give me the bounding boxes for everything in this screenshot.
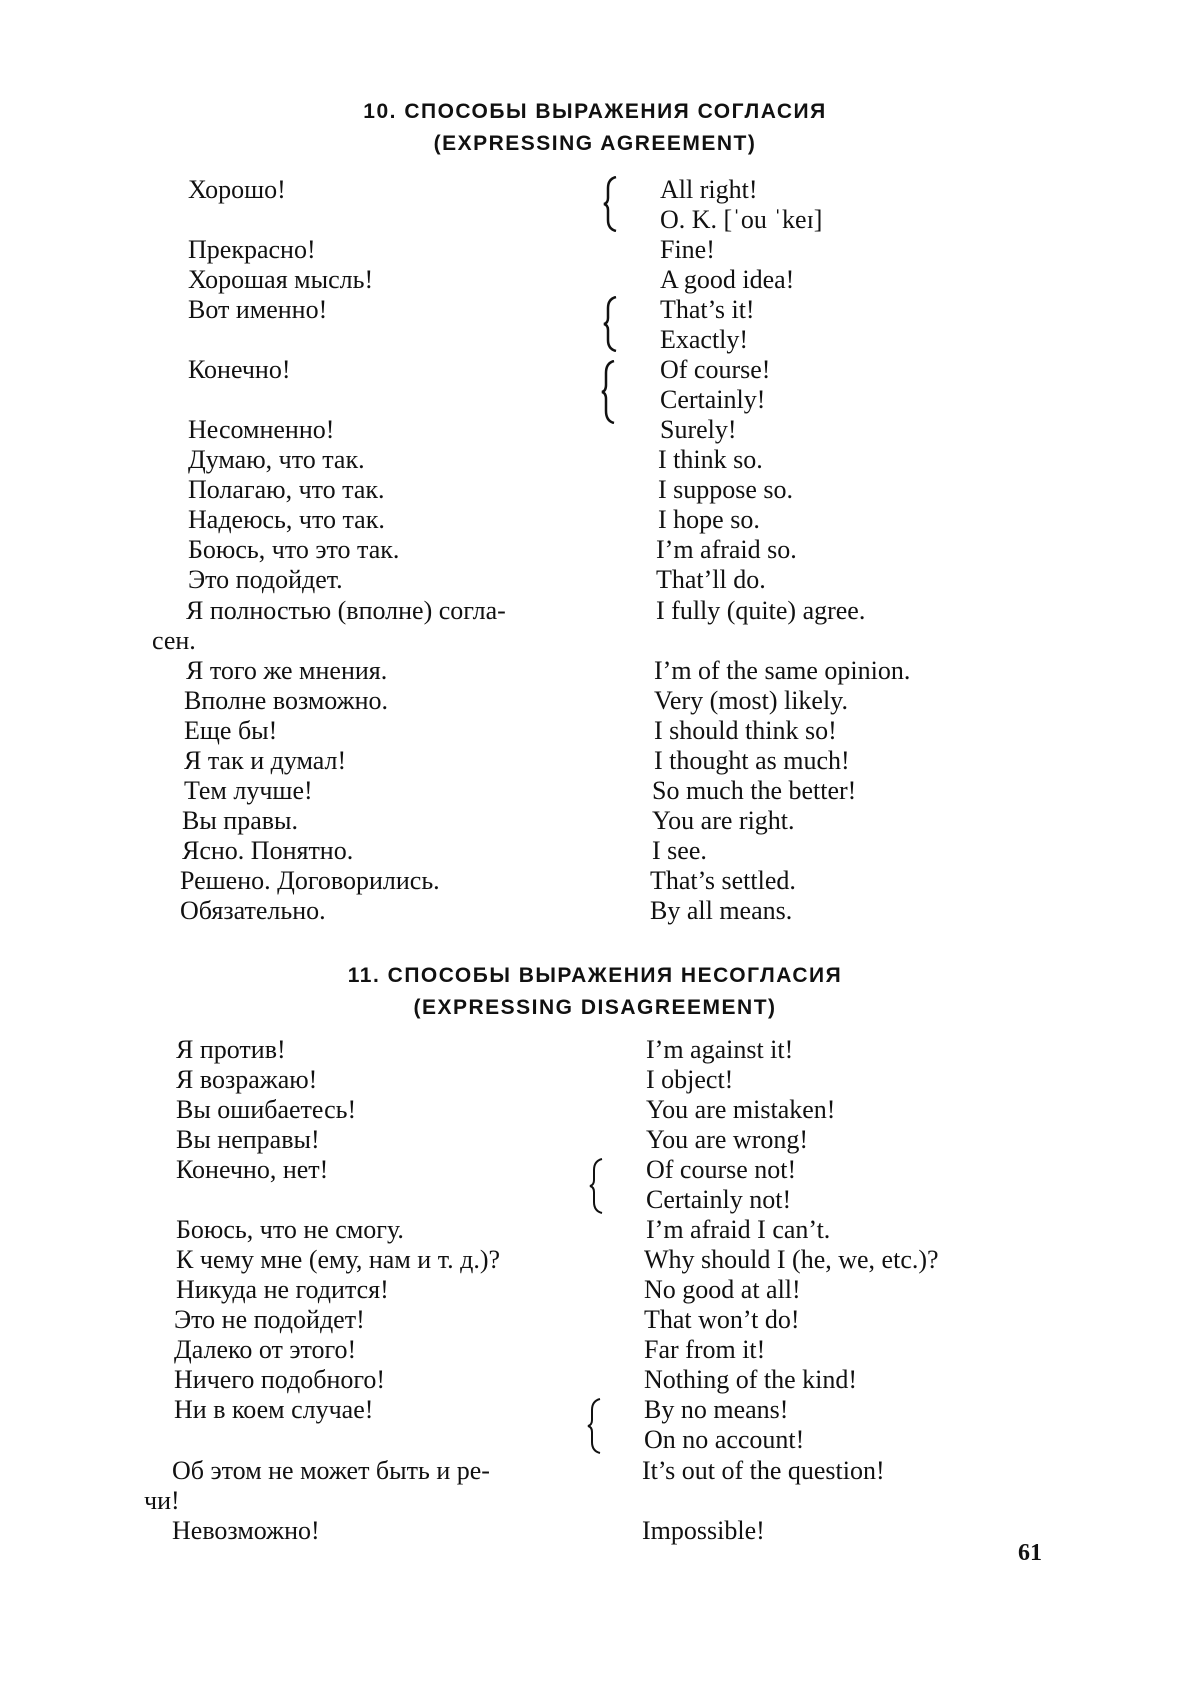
phrase-row <box>0 475 1190 505</box>
phrase-row <box>0 355 1190 385</box>
english-phrase: You are mistaken! <box>646 1095 836 1124</box>
phrase-row <box>0 1245 1190 1275</box>
english-phrase: All right! <box>660 175 758 204</box>
phrase-row <box>0 1125 1190 1155</box>
russian-phrase: Ничего подобного! <box>174 1365 386 1394</box>
russian-phrase: Ясно. Понятно. <box>182 836 354 865</box>
russian-phrase: Думаю, что так. <box>188 445 365 474</box>
phrase-row <box>0 265 1190 295</box>
russian-phrase: Обязательно. <box>180 896 326 925</box>
english-phrase: That’ll do. <box>656 565 766 594</box>
russian-phrase: Конечно! <box>188 355 291 384</box>
phrase-row <box>0 1456 1190 1486</box>
curly-brace <box>600 360 618 424</box>
phrase-row <box>0 776 1190 806</box>
section-10-heading <box>0 96 1190 160</box>
phrase-row <box>0 1065 1190 1095</box>
section-10-title: 10. СПОСОБЫ ВЫРАЖЕНИЯ СОГЛАСИЯ <box>363 100 827 123</box>
english-phrase: Certainly not! <box>646 1185 792 1214</box>
russian-phrase: Тем лучше! <box>184 776 313 805</box>
english-phrase: It’s out of the question! <box>642 1456 885 1485</box>
english-phrase: No good at all! <box>644 1275 801 1304</box>
english-phrase: Fine! <box>660 235 715 264</box>
phrase-row <box>0 235 1190 265</box>
russian-phrase: Это не подойдет! <box>174 1305 365 1334</box>
russian-phrase: Вы неправы! <box>176 1125 320 1154</box>
phrase-row <box>0 896 1190 926</box>
russian-phrase: Вот именно! <box>188 295 328 324</box>
russian-phrase: Прекрасно! <box>188 235 316 264</box>
phrase-row <box>0 1365 1190 1395</box>
english-phrase: I thought as much! <box>654 746 850 775</box>
russian-phrase: Об этом не может быть и ре- <box>172 1456 490 1485</box>
english-phrase: I hope so. <box>658 505 760 534</box>
section-10-subtitle: (EXPRESSING AGREEMENT) <box>433 132 757 155</box>
russian-phrase: Вполне возможно. <box>184 686 389 715</box>
english-phrase: Why should I (he, we, etc.)? <box>644 1245 939 1274</box>
phrase-row <box>0 836 1190 866</box>
russian-phrase: Никуда не годится! <box>176 1275 389 1304</box>
english-phrase: Far from it! <box>644 1335 766 1364</box>
phrase-row <box>0 1035 1190 1065</box>
english-phrase: Very (most) likely. <box>654 686 848 715</box>
english-phrase: By all means. <box>650 896 793 925</box>
russian-phrase: Я так и думал! <box>184 746 347 775</box>
english-phrase: You are wrong! <box>646 1125 809 1154</box>
phrase-row <box>0 1516 1190 1546</box>
english-phrase: Exactly! <box>660 325 749 354</box>
russian-phrase: Я против! <box>176 1035 286 1064</box>
phrase-row <box>0 565 1190 595</box>
phrase-row <box>0 656 1190 686</box>
russian-phrase: Я возражаю! <box>176 1065 318 1094</box>
english-phrase: Of course not! <box>646 1155 797 1184</box>
english-phrase: Impossible! <box>642 1516 765 1545</box>
section-11-subtitle: (EXPRESSING DISAGREEMENT) <box>413 996 777 1019</box>
phrase-row <box>0 1335 1190 1365</box>
russian-phrase: Вы ошибаетесь! <box>176 1095 357 1124</box>
curly-brace <box>586 1398 604 1454</box>
phrase-row <box>0 325 1190 355</box>
english-phrase: You are right. <box>652 806 795 835</box>
english-phrase: Of course! <box>660 355 771 384</box>
english-phrase: I’m against it! <box>646 1035 794 1064</box>
hyphenation-continuation: чи! <box>144 1486 180 1515</box>
page-number: 61 <box>1018 1540 1042 1566</box>
english-phrase: That’s it! <box>660 295 755 324</box>
english-phrase: I should think so! <box>654 716 837 745</box>
english-phrase: I object! <box>646 1065 734 1094</box>
russian-phrase: Я полностью (вполне) согла- <box>186 596 506 625</box>
phrase-row <box>0 1305 1190 1335</box>
russian-phrase: Боюсь, что не смогу. <box>176 1215 404 1244</box>
russian-phrase: Несомненно! <box>188 415 335 444</box>
phrase-row <box>0 1215 1190 1245</box>
phrase-row <box>0 175 1190 205</box>
russian-phrase: Я того же мнения. <box>186 656 388 685</box>
russian-phrase: Боюсь, что это так. <box>188 535 400 564</box>
russian-phrase: Еще бы! <box>184 716 278 745</box>
curly-brace <box>602 176 620 232</box>
phrase-row <box>0 1275 1190 1305</box>
russian-phrase: Это подойдет. <box>188 565 343 594</box>
phrase-row <box>0 746 1190 776</box>
phrase-row <box>0 385 1190 415</box>
english-phrase: O. K. [ˈou ˈkeɪ] <box>660 205 823 234</box>
russian-phrase: Конечно, нет! <box>176 1155 329 1184</box>
english-phrase: I see. <box>652 836 707 865</box>
russian-phrase: К чему мне (ему, нам и т. д.)? <box>176 1245 501 1274</box>
russian-phrase: Невозможно! <box>172 1516 320 1545</box>
russian-phrase: Хорошо! <box>188 175 286 204</box>
russian-phrase: Полагаю, что так. <box>188 475 385 504</box>
russian-phrase: Вы правы. <box>182 806 299 835</box>
phrase-row <box>0 716 1190 746</box>
phrase-row <box>0 866 1190 896</box>
phrase-row <box>0 596 1190 626</box>
russian-phrase: Решено. Договорились. <box>180 866 440 895</box>
english-phrase: So much the better! <box>652 776 857 805</box>
english-phrase: I suppose so. <box>658 475 794 504</box>
english-phrase: I’m afraid so. <box>656 535 797 564</box>
english-phrase: I’m of the same opinion. <box>654 656 911 685</box>
russian-phrase: Далеко от этого! <box>174 1335 357 1364</box>
english-phrase: I think so. <box>658 445 763 474</box>
english-phrase: A good idea! <box>660 265 795 294</box>
phrase-row <box>0 295 1190 325</box>
phrase-row <box>0 205 1190 235</box>
section-11-heading <box>0 960 1190 1024</box>
phrase-row <box>0 686 1190 716</box>
phrase-row <box>0 806 1190 836</box>
phrase-row <box>0 535 1190 565</box>
english-phrase: By no means! <box>644 1395 789 1424</box>
english-phrase: I fully (quite) agree. <box>656 596 866 625</box>
curly-brace <box>602 296 620 352</box>
section-11-title: 11. СПОСОБЫ ВЫРАЖЕНИЯ НЕСОГЛАСИЯ <box>347 964 843 987</box>
english-phrase: On no account! <box>644 1425 805 1454</box>
phrase-row <box>0 505 1190 535</box>
russian-phrase: Надеюсь, что так. <box>188 505 385 534</box>
phrase-row <box>0 1095 1190 1125</box>
russian-phrase: Хорошая мысль! <box>188 265 374 294</box>
english-phrase: Surely! <box>660 415 737 444</box>
english-phrase: That won’t do! <box>644 1305 800 1334</box>
english-phrase: I’m afraid I can’t. <box>646 1215 831 1244</box>
english-phrase: That’s settled. <box>650 866 796 895</box>
curly-brace <box>588 1158 606 1214</box>
english-phrase: Certainly! <box>660 385 766 414</box>
phrase-row <box>0 415 1190 445</box>
hyphenation-continuation: сен. <box>152 626 196 655</box>
russian-phrase: Ни в коем случае! <box>174 1395 374 1424</box>
english-phrase: Nothing of the kind! <box>644 1365 858 1394</box>
phrase-row <box>0 445 1190 475</box>
